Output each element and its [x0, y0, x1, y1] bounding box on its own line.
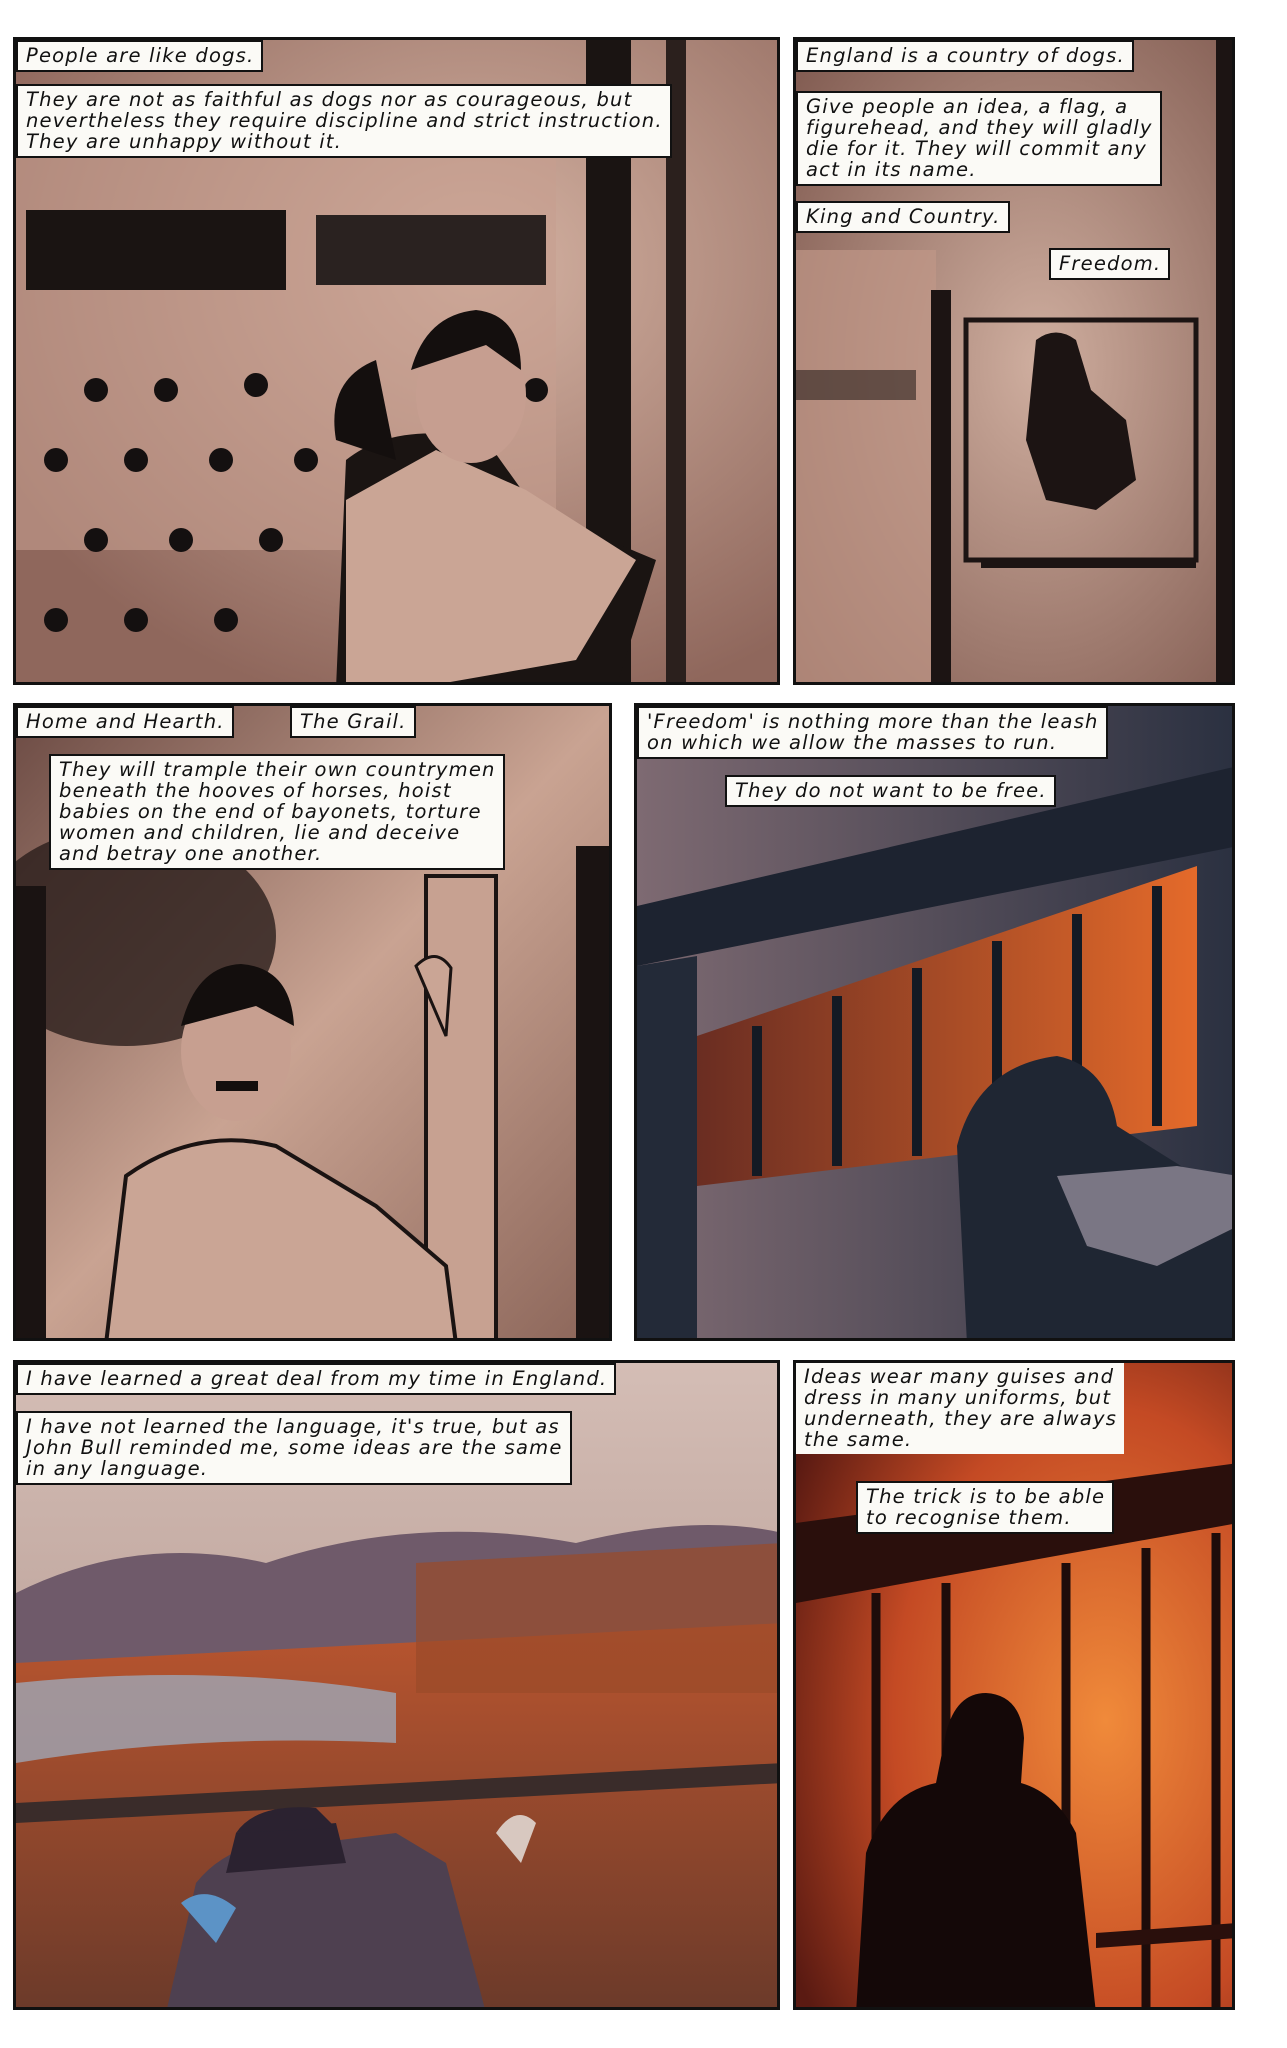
caption: I have not learned the language, it's true, but as John Bull reminded me, some ideas are the same in any language.	[16, 1411, 572, 1485]
panel-1	[13, 37, 780, 685]
panel-6	[793, 1360, 1235, 2010]
panel-6-art	[796, 1363, 1235, 2010]
panel-4	[634, 703, 1235, 1341]
caption: The trick is to be able to recognise them.	[856, 1481, 1114, 1534]
panel-2	[793, 37, 1235, 685]
panel-3	[13, 703, 612, 1341]
caption: They will trample their own countrymen beneath the hooves of horses, hoist babies on the end of bayonets, torture women and children, lie and deceive and betray one another.	[49, 754, 505, 870]
caption: Ideas wear many guises and dress in many uniforms, but underneath, they are always the same.	[796, 1363, 1124, 1454]
caption: King and Country.	[796, 201, 1010, 233]
caption: Freedom.	[1049, 248, 1170, 280]
caption: People are like dogs.	[16, 40, 263, 72]
panel-5	[13, 1360, 780, 2010]
caption: Give people an idea, a flag, a figurehead, and they will gladly die for it. They will commit any act in its name.	[796, 91, 1162, 186]
caption: 'Freedom' is nothing more than the leash on which we allow the masses to run.	[637, 706, 1108, 759]
caption: They are not as faithful as dogs nor as courageous, but nevertheless they require discipline and strict instruction. They are unhappy without it.	[16, 84, 672, 158]
caption: Home and Hearth.	[16, 706, 234, 738]
caption: The Grail.	[290, 706, 416, 738]
caption: England is a country of dogs.	[796, 40, 1134, 72]
caption: They do not want to be free.	[725, 775, 1056, 807]
caption: I have learned a great deal from my time in England.	[16, 1363, 616, 1395]
